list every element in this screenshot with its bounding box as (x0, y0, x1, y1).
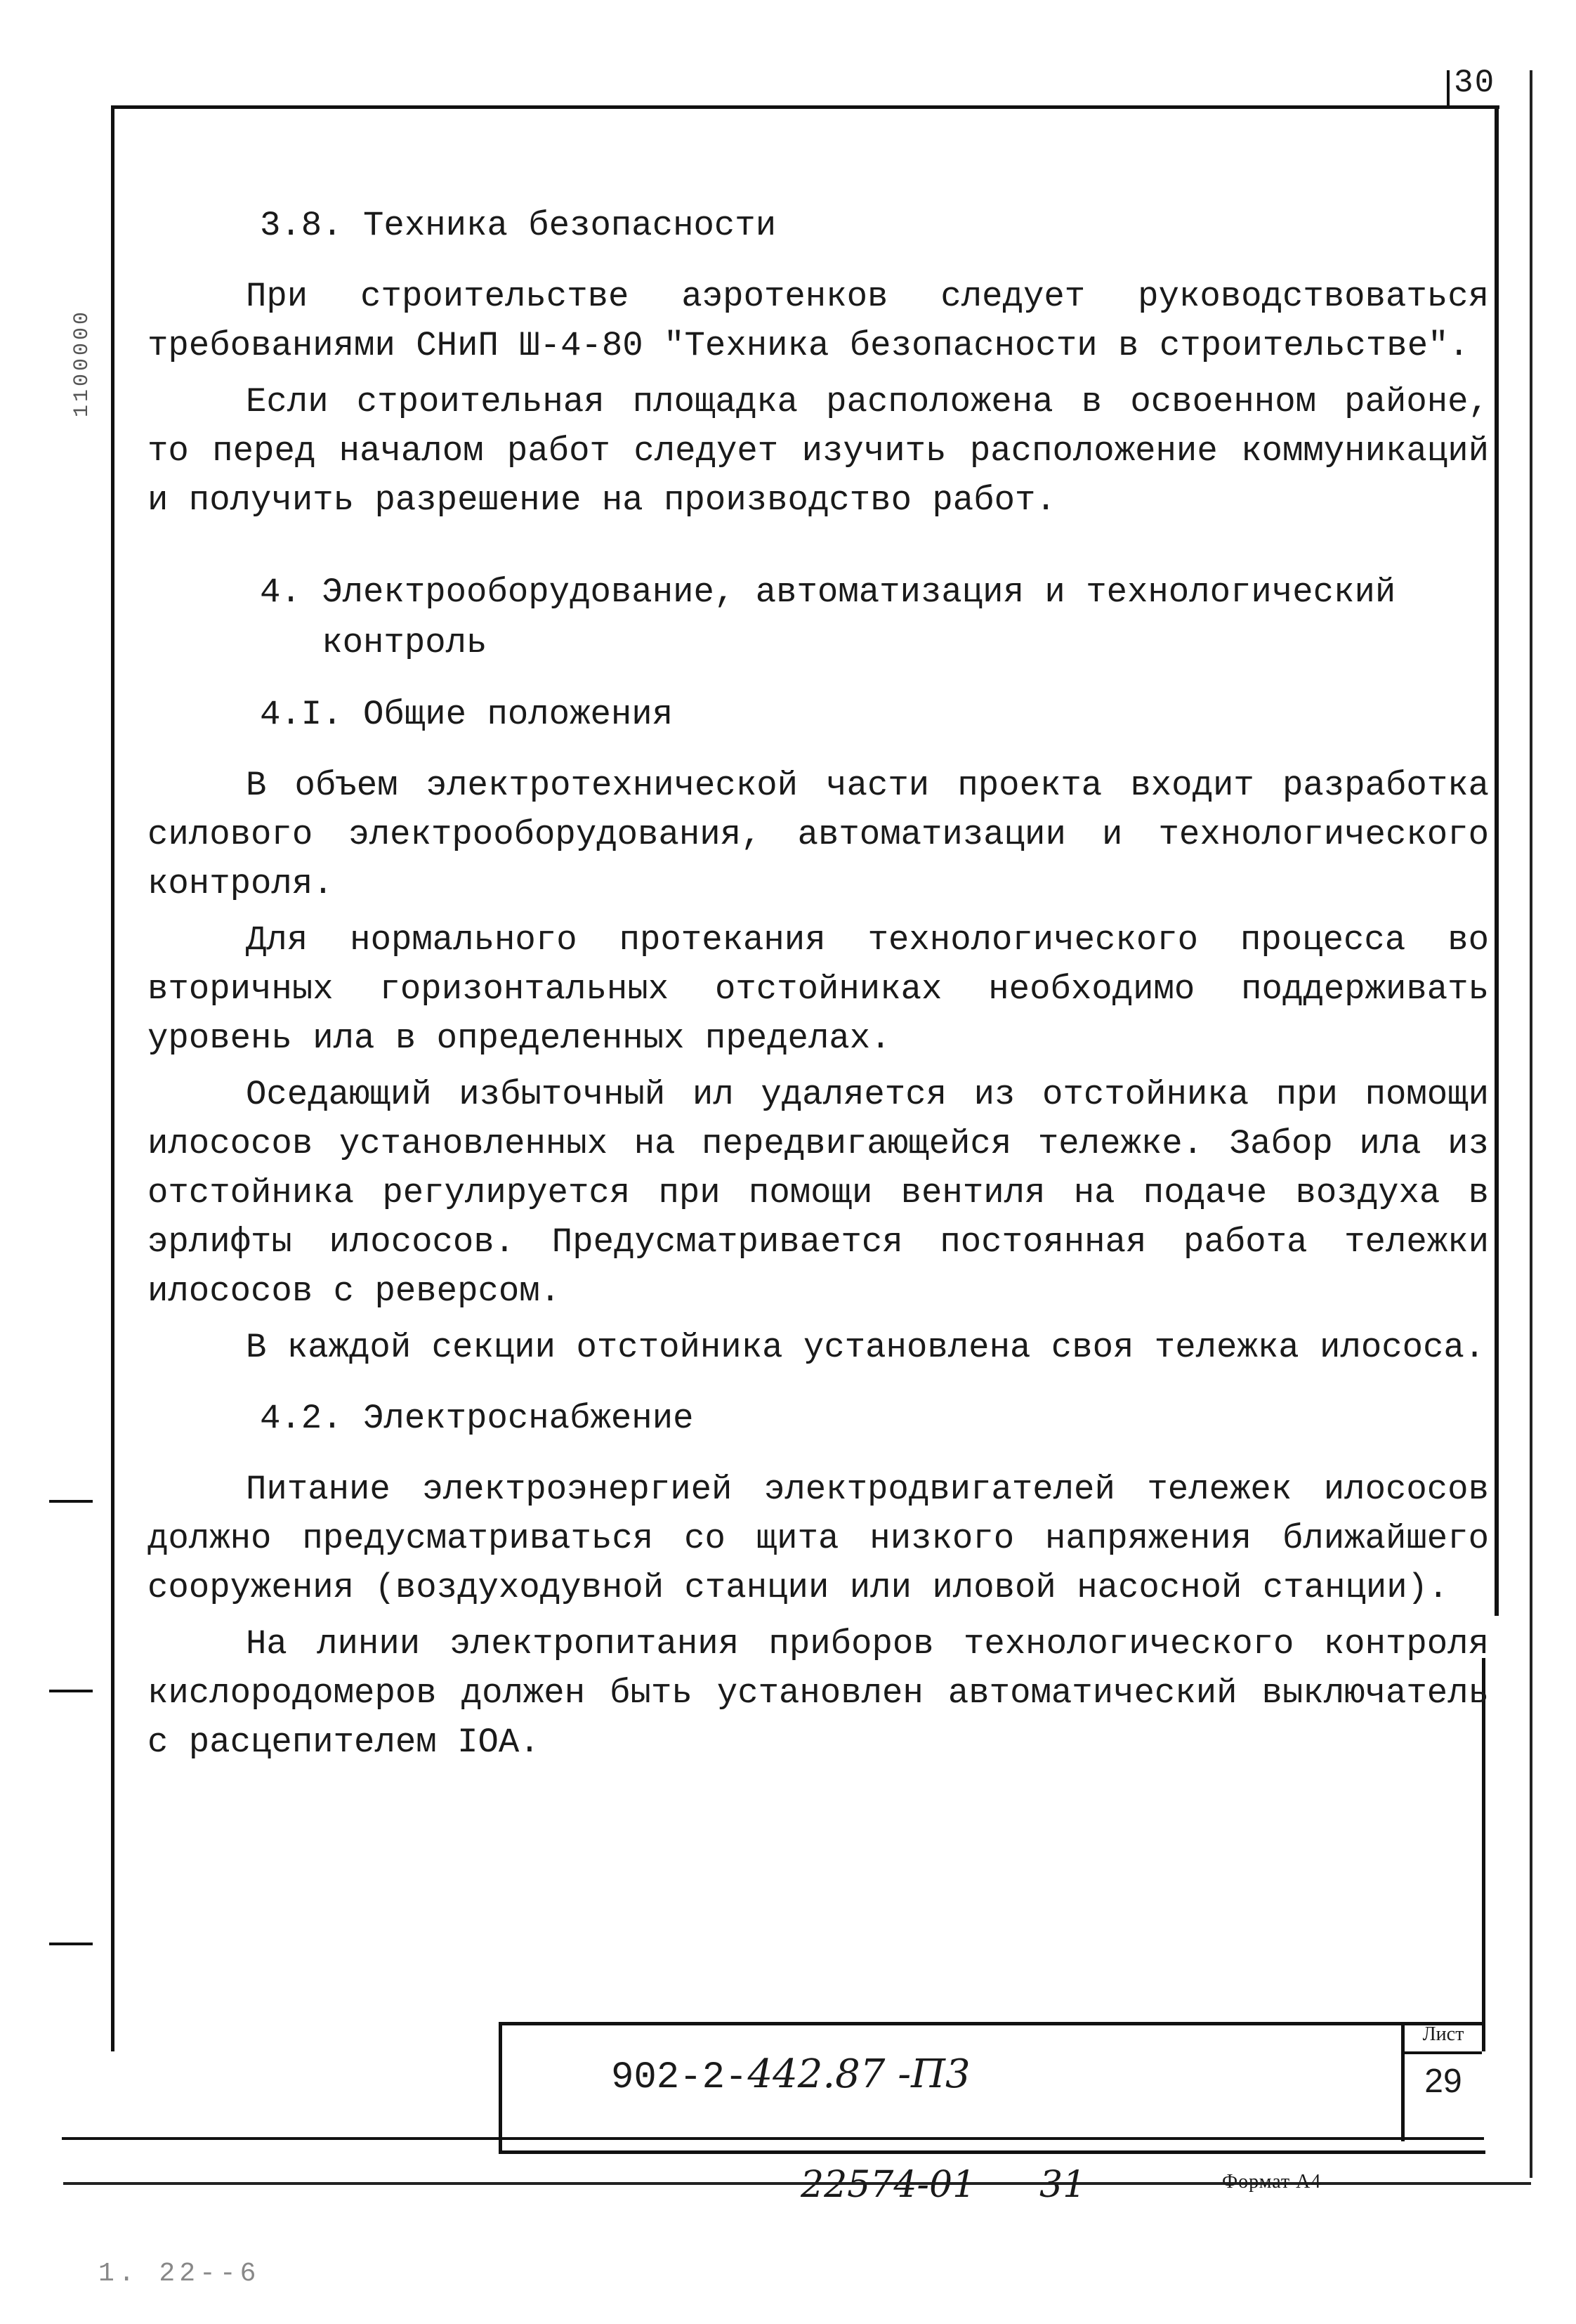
paragraph: Питание электроэнергией электродвигателей тележек илососов должно предусматриваться со щита низкого напряжения ближайшего сооружения (воздуходувной станции или иловой насосной станции). (147, 1470, 1489, 1607)
paragraph: Оседающий избыточный ил удаляется из отстойника при помощи илососов установленных на передвигающейся тележке. Забор ила из отстойника регулируется при помощи вентиля на подаче воздуха в эрлифты илососов. Предусматривается постоянная работа тележки илососов с реверсом. (147, 1075, 1489, 1311)
document-code-prefix: 902-2- (611, 2056, 748, 2099)
document-code-handwritten: 442.87 (747, 2051, 886, 2097)
section-heading: 4. Электрооборудование, автоматизация и технологический контроль (260, 573, 1396, 662)
paragraph: Если строительная площадка расположена в освоенном районе, то перед началом работ следует изучить расположение коммуникаций и получить разрешение на производство работ. (147, 382, 1489, 520)
copy-number: 31 (1039, 2164, 1086, 2206)
margin-tick (49, 1690, 93, 1692)
title-block-baseline (62, 2137, 1484, 2140)
document-code (611, 2051, 971, 2099)
footnote: 1. 22--6 (98, 2259, 261, 2289)
page-number-divider (1447, 70, 1450, 109)
format-label: Формат А4 (1222, 2171, 1322, 2193)
frame-right-border (1495, 105, 1499, 1616)
order-number: 22574-01 (801, 2164, 976, 2206)
paragraph: При строительстве аэротенков следует руководствоваться требованиями СНиП Ш-4-80 "Техника безопасности в строительстве". (147, 277, 1489, 365)
sheet-number: 29 (1424, 2063, 1462, 2100)
outer-frame-right (1530, 70, 1532, 2178)
document-body (147, 200, 1489, 1767)
frame-left-border (111, 105, 114, 2051)
sheet-label: Лист (1405, 2023, 1482, 2054)
margin-tick (49, 1943, 93, 1945)
section-heading: 3.8. Техника безопасности (260, 206, 777, 245)
section-heading: 4.I. Общие положения (260, 695, 674, 734)
paragraph: В объем электротехнической части проекта входит разработка силового электрооборудования, автоматизации и технологического контроля. (147, 766, 1489, 903)
page-number-top: 30 (1454, 65, 1496, 101)
margin-tick (49, 1500, 93, 1503)
document-code-suffix: -П3 (885, 2051, 971, 2097)
paragraph: Для нормального протекания технологического процесса во вторичных горизонтальных отстойниках необходимо поддерживать уровень ила в определенных пределах. (147, 920, 1489, 1058)
frame-top-border (112, 105, 1499, 109)
paragraph: В каждой секции отстойника установлена своя тележка илососа. (246, 1328, 1485, 1367)
margin-note: 1100000 (70, 309, 94, 418)
section-heading: 4.2. Электроснабжение (260, 1399, 694, 1438)
paragraph: На линии электропитания приборов технологического контроля кислородомеров должен быть установлен автоматический выключатель с расцепителем IOA. (147, 1624, 1489, 1762)
